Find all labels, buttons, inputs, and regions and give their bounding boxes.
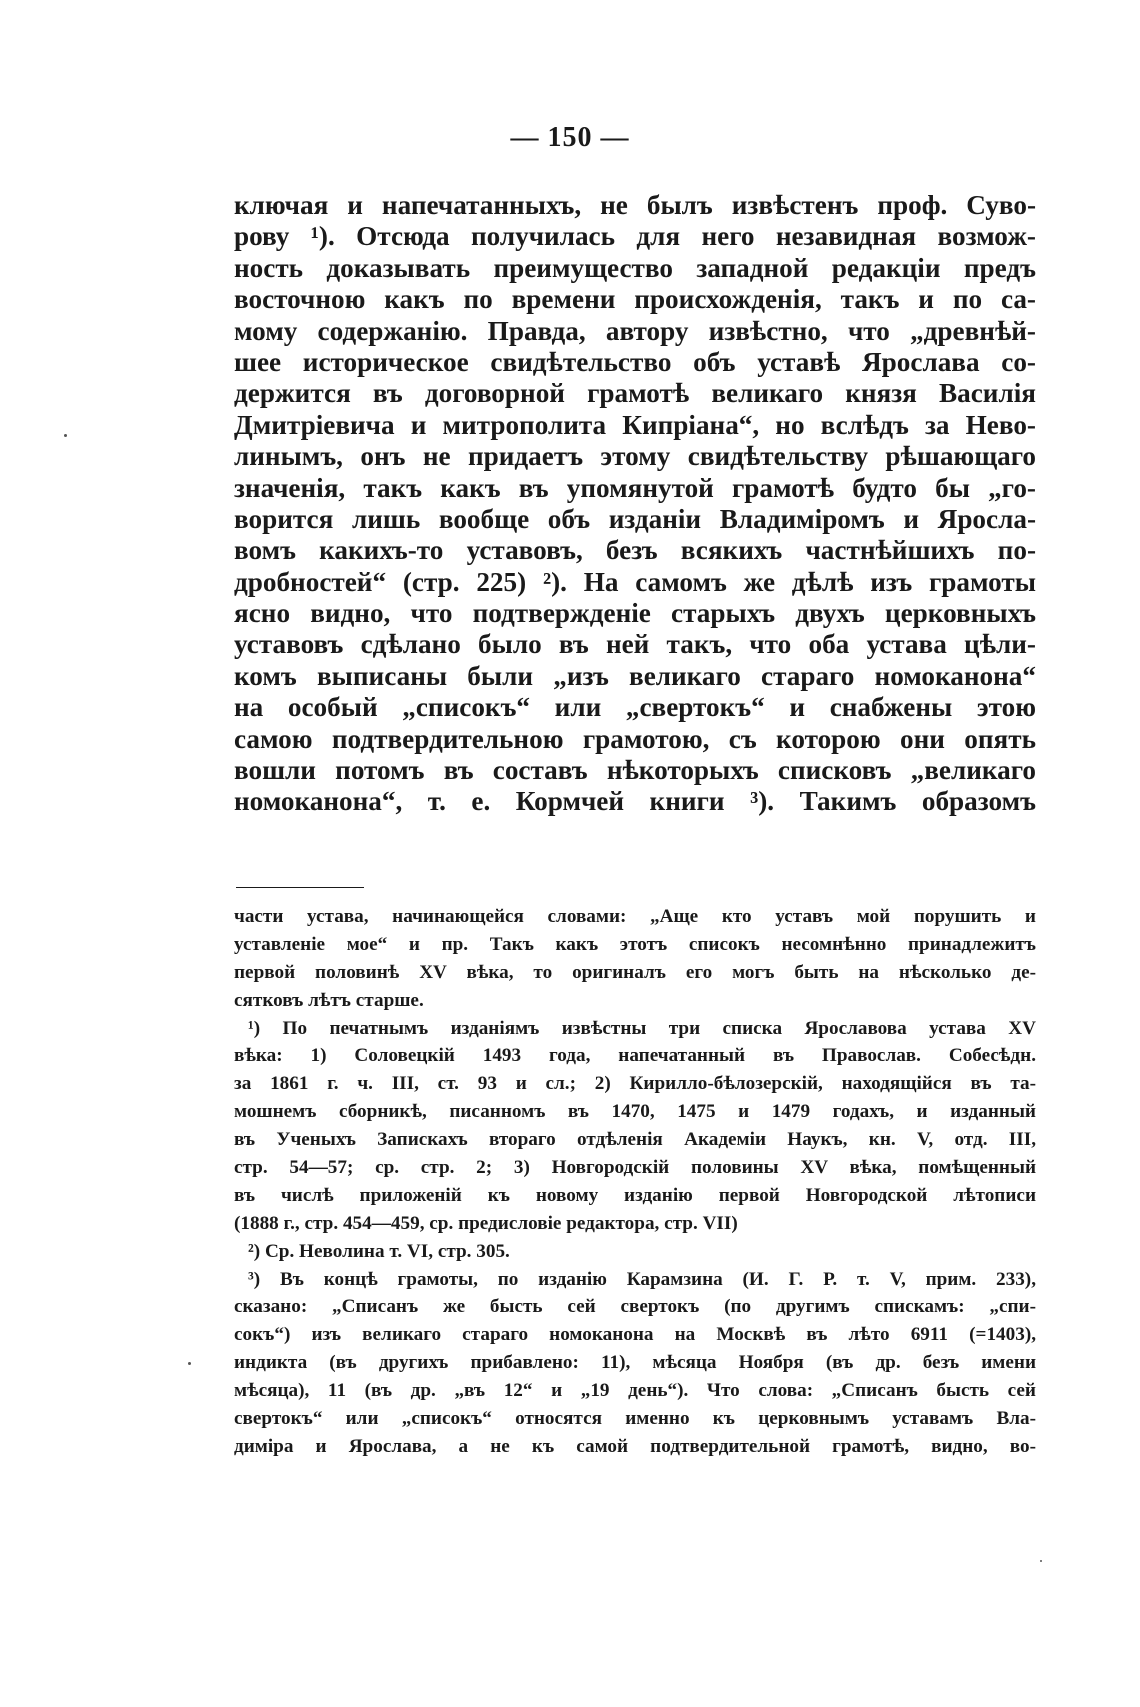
main-text-line: рову ¹). Отсюда получилась для него незавидная возмож- [234,221,1036,252]
footnote-1-line: стр. 54—57; ср. стр. 2; 3) Новгородскій половины XV вѣка, помѣщенный [234,1157,1036,1179]
main-text-line: комъ выписаны были „изъ великаго стараго номоканона“ [234,660,1036,691]
main-text-line: уставовъ сдѣлано было въ ней такъ, что оба устава цѣли- [234,629,1036,660]
main-text-line: Дмитріевича и митрополита Кипріана“, но вслѣдъ за Нево- [234,409,1036,440]
main-text-line: вомъ какихъ-то уставовъ, безъ всякихъ частнѣйшихъ по- [234,535,1036,566]
footnote-3-line: сокъ“) изъ великаго стараго номоканона на Москвѣ въ лѣто 6911 (=1403), [234,1324,1036,1346]
footnote-1-line: за 1861 г. ч. III, ст. 93 и сл.; 2) Кирилло-бѣлозерскій, находящійся въ та- [234,1073,1036,1095]
main-text-line: держится въ договорной грамотѣ великаго князя Василія [234,378,1036,409]
footnote-3-line: диміра и Ярослава, а не къ самой подтвердительной грамотѣ, видно, во- [234,1435,1036,1457]
footnote-1-line: въ Ученыхъ Запискахъ втораго отдѣленія Академіи Наукъ, кн. V, отд. III, [234,1129,1036,1151]
footnote-1-line: мошнемъ сборникѣ, писанномъ въ 1470, 1475 и 1479 годахъ, и изданный [234,1101,1036,1123]
footnote-continuation-line: первой половинѣ XV вѣка, то оригиналъ его могъ быть на нѣсколько де- [234,961,1036,983]
page-number: — 150 — [510,122,630,153]
footnote-1-line: вѣка: 1) Соловецкій 1493 года, напечатанный въ Православ. Собесѣдн. [234,1045,1036,1067]
footnote-3-line: сказано: „Списанъ же бысть сей свертокъ (по другимъ спискамъ: „спи- [234,1296,1036,1318]
footnote-1-line: въ числѣ приложеній къ новому изданію первой Новгородской лѣтописи [234,1184,1036,1206]
main-text-line: ясно видно, что подтвержденіе старыхъ двухъ церковныхъ [234,598,1036,629]
footnote-3-line: ³) Въ концѣ грамоты, по изданію Карамзина (И. Г. Р. т. V, прим. 233), [248,1268,1036,1290]
footnotes [234,903,1036,1461]
main-text-line: линымъ, онъ не придаетъ этому свидѣтельству рѣшающаго [234,441,1036,472]
footnote-continuation-line: части устава, начинающейся словами: „Аще кто уставъ мой порушить и [234,906,1036,927]
footnote-separator-rule [236,887,364,888]
main-text-line: шее историческое свидѣтельство объ уставѣ Ярослава со- [234,346,1036,377]
main-text [234,190,1036,818]
footnote-1-line: ¹) По печатнымъ изданіямъ извѣстны три списка Ярославова устава XV [248,1017,1036,1039]
main-text-line: мому содержанію. Правда, автору извѣстно, что „древнѣй- [234,315,1036,346]
footnote-3-line: мѣсяца), 11 (въ др. „въ 12“ и „19 день“). Что слова: „Списанъ бысть сей [234,1380,1036,1402]
main-text-line: значенія, такъ какъ въ упомянутой грамотѣ будто бы „го- [234,472,1036,503]
main-text-line: номоканона“, т. е. Кормчей книги ³). Такимъ образомъ [234,786,1036,817]
main-text-line: самою подтвердительною грамотою, съ которою они опять [234,723,1036,754]
main-text-line: на особый „списокъ“ или „свертокъ“ и снабжены этою [234,692,1036,723]
main-text-line: ключая и напечатанныхъ, не былъ извѣстенъ проф. Суво- [234,190,1036,220]
scan-speck [188,1362,191,1365]
main-text-line: вошли потомъ въ составъ нѣкоторыхъ списковъ „великаго [234,755,1036,786]
scan-speck [1040,1560,1042,1562]
main-text-line: ворится лишь вообще объ изданіи Владиміромъ и Яросла- [234,503,1036,534]
footnote-2-line: ²) Ср. Неволина т. VI, стр. 305. [248,1240,510,1262]
main-text-line: ность доказывать преимущество западной редакціи предъ [234,252,1036,283]
footnote-3-line: свертокъ“ или „списокъ“ относятся именно къ церковнымъ уставамъ Вла- [234,1408,1036,1430]
footnote-continuation-line: уставленіе мое“ и пр. Такъ какъ этотъ списокъ несомнѣнно принадлежитъ [234,933,1036,955]
main-text-line: дробностей“ (стр. 225) ²). На самомъ же дѣлѣ изъ грамоты [234,566,1036,597]
footnote-continuation-line: сятковъ лѣтъ старше. [234,989,424,1011]
scan-speck [64,434,67,437]
footnote-3-line: индикта (въ другихъ прибавлено: 11), мѣсяца Ноября (въ др. безъ имени [234,1352,1036,1374]
footnote-1-line: (1888 г., стр. 454—459, ср. предисловіе редактора, стр. VII) [234,1212,738,1234]
main-text-line: восточною какъ по времени происхожденія, такъ и по са- [234,284,1036,315]
